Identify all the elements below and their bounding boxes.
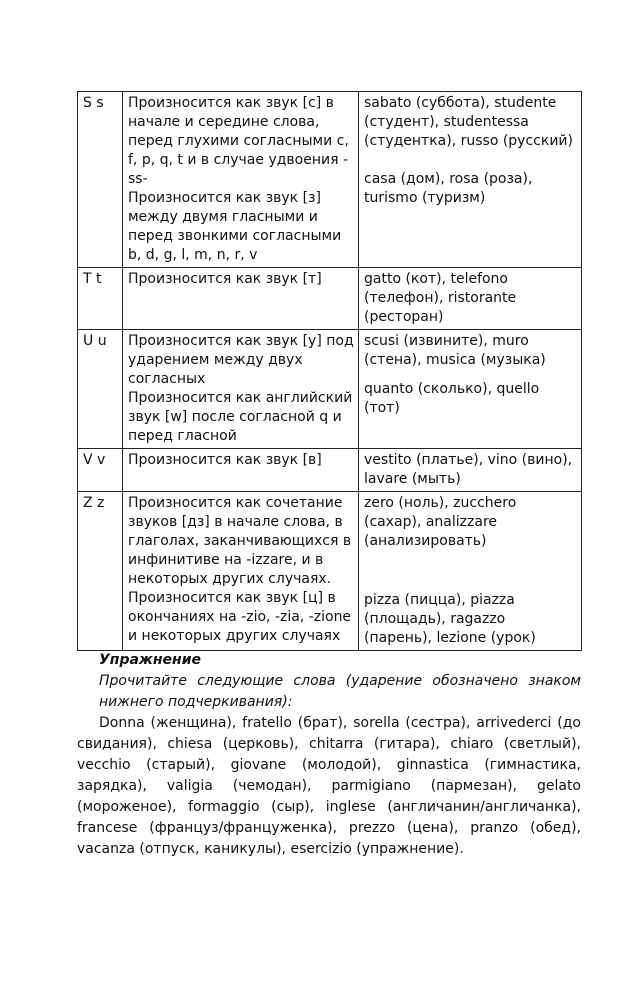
letter-cell: V v: [78, 449, 123, 492]
description-text: Произносится как звук [т]: [128, 271, 322, 287]
examples-cell: [359, 449, 582, 492]
description-text: Произносится как звук [с] в начале и середине слова, перед глухими согласными c, f, p, q, t и в случае удвоения -ss-: [128, 95, 349, 187]
examples-text: vestito (платье), vino (вино), lavare (мыть): [364, 452, 573, 487]
description-cell: [123, 330, 359, 449]
description-cell: [123, 92, 359, 268]
pronunciation-table: [77, 91, 582, 651]
table-row: [78, 492, 582, 651]
table-row: [78, 92, 582, 268]
description-cell: [123, 268, 359, 330]
examples-text: sabato (суббота), studente (студент), studentessa (студентка), russo (русский): [364, 95, 573, 149]
letter-cell: T t: [78, 268, 123, 330]
exercise-section: [77, 650, 581, 860]
description-text: Произносится как английский звук [w] после согласной q и перед гласной: [128, 390, 353, 444]
examples-cell: [359, 492, 582, 651]
examples-text: gatto (кот), telefono (телефон), ristorante (ресторан): [364, 271, 517, 325]
description-text: Произносится как звук [у] под ударением между двух согласных: [128, 333, 354, 387]
examples-text: casa (дом), rosa (роза), turismo (туризм): [364, 171, 533, 206]
examples-cell: [359, 268, 582, 330]
description-cell: [123, 492, 359, 651]
examples-text: quanto (сколько), quello (тот): [364, 381, 540, 416]
description-text: Произносится как звук [в]: [128, 452, 322, 468]
exercise-word-list: Donna (женщина), fratello (брат), sorella (сестра), arrivederci (до свидания), chiesa (церковь), chitarra (гитара), chiaro (светлый), vecchio (старый), giovane (молодой), ginnastica (гимнастика, зарядка), valigia (чемодан), parmigiano (пармезан), gelato (мороженое), formaggio (сыр), inglese (англичанин/англичанка), francese (француз/француженка), prezzo (цена), pranzo (обед), vacanza (отпуск, каникулы), esercizio (упражнение).: [77, 715, 581, 857]
examples-cell: [359, 330, 582, 449]
letter-cell: U u: [78, 330, 123, 449]
exercise-title: Упражнение: [99, 652, 202, 668]
exercise-instruction: Прочитайте следующие слова (ударение обозначено знаком нижнего подчеркивания):: [99, 673, 581, 710]
examples-cell: [359, 92, 582, 268]
description-text: Произносится как сочетание звуков [дз] в начале слова, в глаголах, заканчивающихся в инфинитиве на -izzare, и в некоторых других случаях.: [128, 495, 352, 587]
table-row: [78, 330, 582, 449]
table-row: [78, 268, 582, 330]
letter-cell: Z z: [78, 492, 123, 651]
examples-text: zero (ноль), zucchero (сахар), analizzare (анализировать): [364, 495, 517, 549]
description-cell: [123, 449, 359, 492]
description-text: Произносится как звук [з] между двумя гласными и перед звонкими согласными b, d, g, l, m, n, r, v: [128, 190, 342, 263]
description-text: Произносится как звук [ц] в окончаниях на -zio, -zia, -zione и некоторых других случаях: [128, 590, 352, 644]
examples-text: pizza (пицца), piazza (площадь), ragazzo (парень), lezione (урок): [364, 592, 536, 646]
letter-cell: S s: [78, 92, 123, 268]
examples-text: scusi (извините), muro (стена), musica (музыка): [364, 333, 546, 368]
table-row: [78, 449, 582, 492]
